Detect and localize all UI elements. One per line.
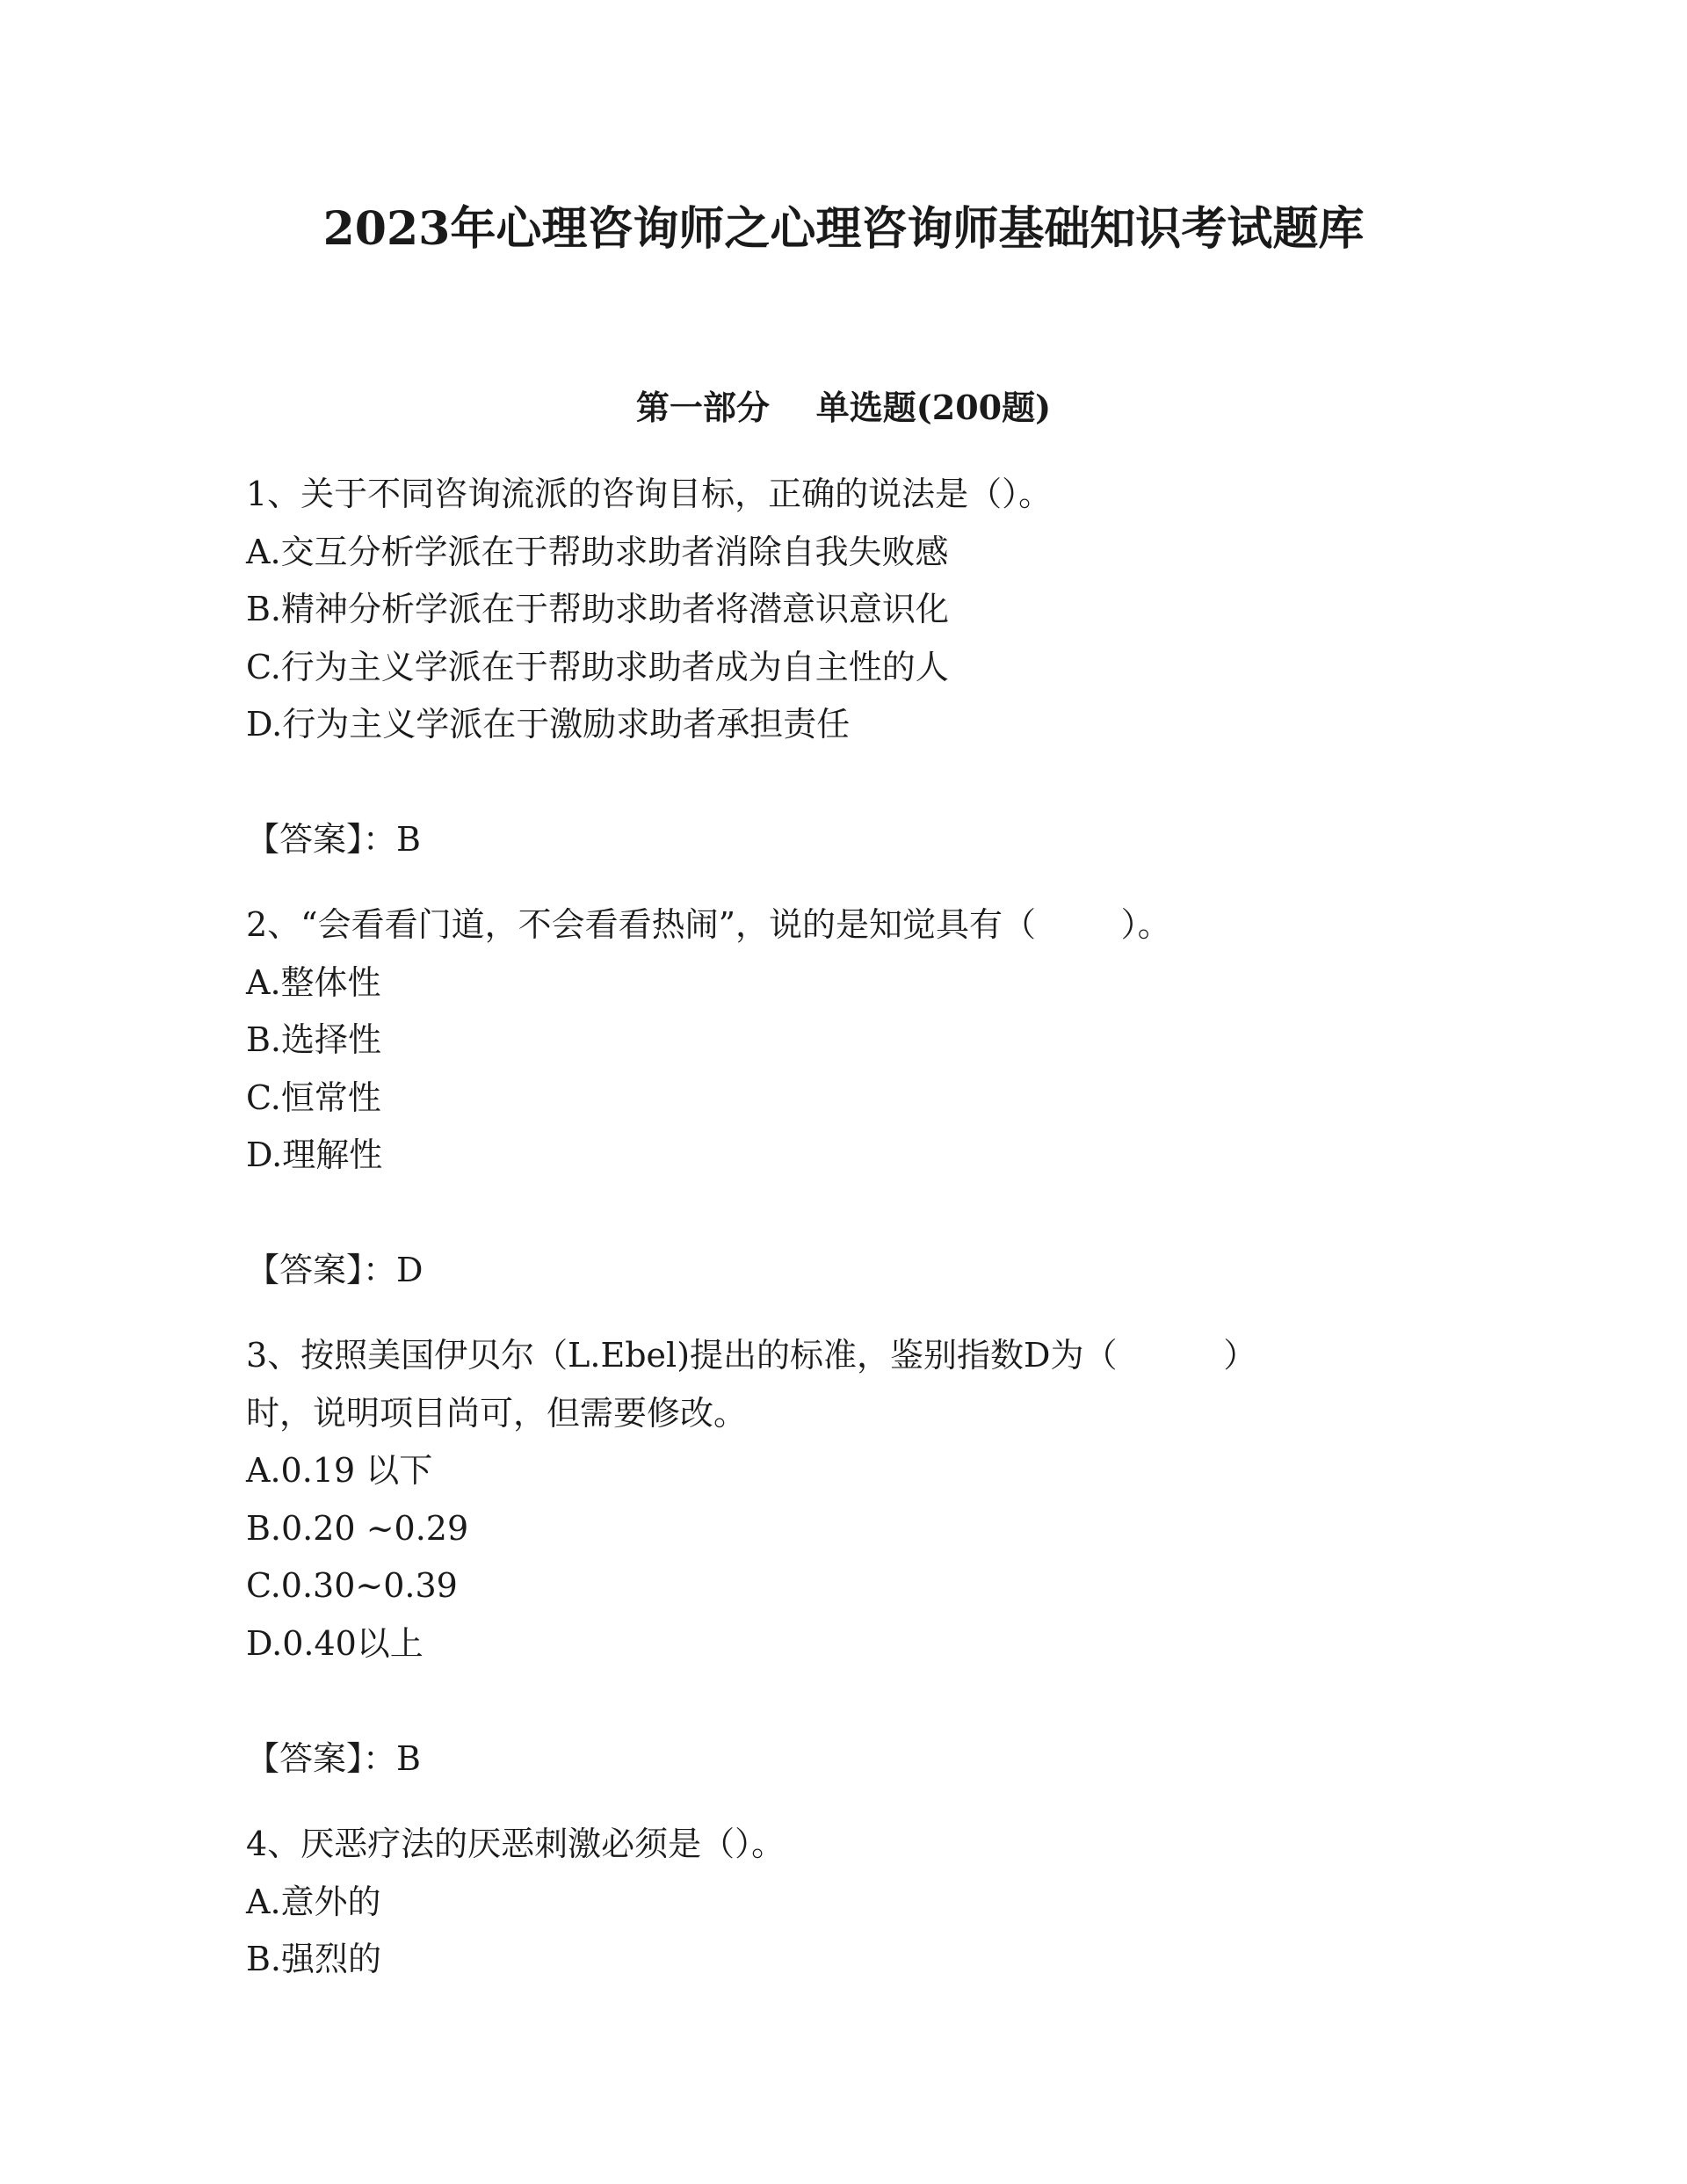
- question-2-option-d: D.理解性: [246, 1136, 383, 1174]
- question-3-option-c: C.0.30~0.39: [246, 1566, 458, 1605]
- question-2-option-c: C.恒常性: [246, 1078, 381, 1117]
- question-3-stem-line-2: 时，说明项目尚可，但需要修改。: [246, 1394, 748, 1433]
- question-2-option-b: B.选择性: [246, 1020, 382, 1059]
- question-3-option-b: B.0.20 ~0.29: [246, 1509, 469, 1548]
- question-3-answer: 【答案】：B: [246, 1739, 421, 1778]
- question-3-stem-line-1: 3、按照美国伊贝尔（L.Ebel)提出的标准，鉴别指数D为（ ）: [246, 1336, 1257, 1375]
- question-1-answer: 【答案】：B: [246, 820, 421, 859]
- question-3-option-a: A.0.19 以下: [246, 1451, 433, 1490]
- question-1-option-c: C.行为主义学派在于帮助求助者成为自主性的人: [246, 648, 949, 686]
- question-4-option-a: A.意外的: [246, 1883, 381, 1921]
- question-4-option-b: B.强烈的: [246, 1940, 382, 1978]
- question-1-option-d: D.行为主义学派在于激励求助者承担责任: [246, 705, 851, 744]
- question-3-option-d: D.0.40以上: [246, 1624, 424, 1663]
- question-1-stem: 1、关于不同咨询流派的咨询目标，正确的说法是（）。: [246, 475, 1053, 513]
- question-2-answer: 【答案】：D: [246, 1251, 424, 1289]
- question-1-option-b: B.精神分析学派在于帮助求助者将潜意识意识化: [246, 590, 950, 628]
- section-title: 第一部分 单选题(200题): [635, 388, 1052, 427]
- question-2-option-a: A.整体性: [246, 963, 381, 1002]
- question-4-stem: 4、厌恶疗法的厌恶刺激必须是（）。: [246, 1825, 786, 1863]
- question-2-stem: 2、“会看看门道，不会看看热闹”，说的是知觉具有（ ）。: [246, 905, 1171, 944]
- question-1-option-a: A.交互分析学派在于帮助求助者消除自我失败感: [246, 533, 949, 571]
- document-title: 2023年心理咨询师之心理咨询师基础知识考试题库: [322, 202, 1365, 256]
